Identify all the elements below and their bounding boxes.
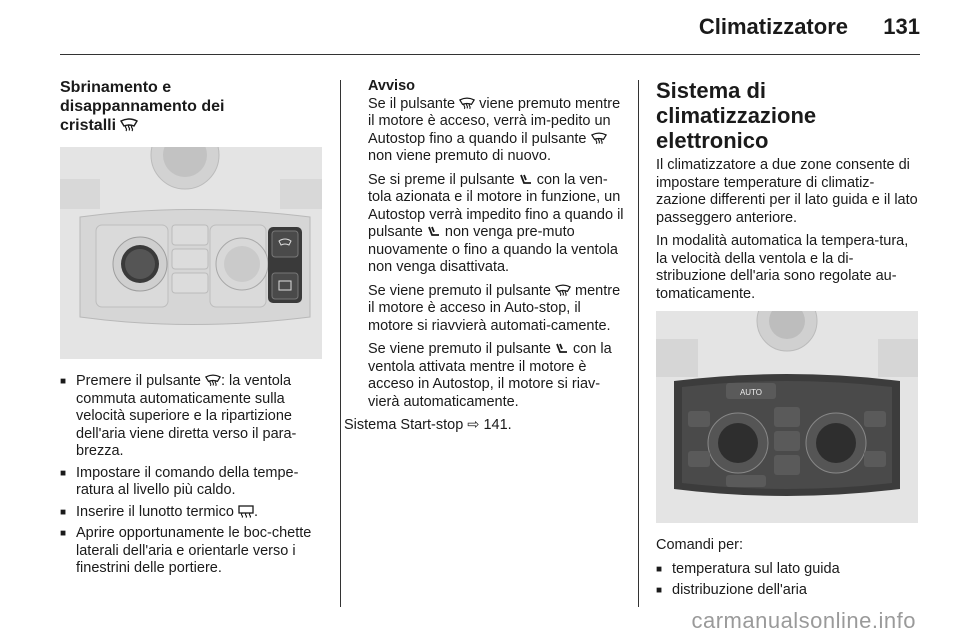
rear-window-heat-icon xyxy=(238,505,254,518)
column-defrost xyxy=(60,78,328,582)
text-run: Se il pulsante xyxy=(368,95,460,112)
fan-icon xyxy=(427,225,441,238)
list-item: ■ distribuzione dell'aria xyxy=(656,582,920,600)
note-title: Avviso xyxy=(368,78,416,94)
xref-arrow-icon: ⇨ xyxy=(467,417,480,433)
note-paragraph xyxy=(368,283,626,336)
text-run: non viene premuto di nuovo. xyxy=(368,148,551,164)
column-divider-2 xyxy=(638,80,639,607)
electronic-climate-panel-photo xyxy=(656,311,918,523)
text-run: Se si preme il pulsante xyxy=(368,171,519,188)
page-header-title: Climatizzatore xyxy=(698,14,848,39)
body-paragraph: In modalità automatica la tempera-tura, la velocità della ventola e la di-stribuzione dell'aria sono regolate au-tomaticamente. xyxy=(656,233,909,302)
text-run: Impostare il comando della tempe-ratura al livello più caldo. xyxy=(76,464,299,498)
heading-line: Sbrinamento e xyxy=(60,79,172,96)
defrost-steps-list xyxy=(60,373,328,578)
text-run: . xyxy=(253,503,259,520)
fan-icon xyxy=(555,342,569,355)
windscreen-defrost-icon xyxy=(591,132,607,145)
heading-line: elettronico xyxy=(656,128,769,153)
panel-auto-label: AUTO xyxy=(739,388,763,397)
windscreen-defrost-icon xyxy=(120,118,138,132)
watermark: carmanualsonline.info xyxy=(691,608,916,633)
cross-reference xyxy=(344,417,626,435)
note-paragraph xyxy=(368,96,626,166)
note-paragraph xyxy=(368,341,626,411)
text-run: Premere il pulsante xyxy=(76,373,205,389)
text-run: Aprire opportunamente le boc-chette laterali dell'aria e orientarle verso i finestrini delle portiere. xyxy=(76,525,312,576)
windscreen-defrost-icon xyxy=(205,374,221,387)
fan-icon xyxy=(519,173,533,186)
windscreen-defrost-icon xyxy=(555,284,571,297)
section-heading-defrost xyxy=(60,78,328,135)
section-heading-electronic-climate xyxy=(656,78,920,153)
heading-line: Sistema di climatizzazione xyxy=(656,78,817,128)
column-divider-1 xyxy=(340,80,341,607)
text-run: con la ven-tola azionata e il motore in funzione, un Autostop verrà impedito fino a quando il pulsante xyxy=(368,171,624,240)
column-electronic-climate xyxy=(656,78,920,604)
page-number: 131 xyxy=(883,14,920,39)
text-run: non venga pre-muto nuovamente o fino a quando la ventola non venga disattivata. xyxy=(368,224,618,275)
list-item xyxy=(60,373,328,461)
defrost-control-panel-photo xyxy=(60,147,322,359)
header-rule xyxy=(60,54,920,55)
body-paragraph: Il climatizzatore a due zone consente di impostare temperature di climatiz-zazione differenti per il lato guida e il lato passeggero anteriore. xyxy=(656,157,918,226)
text-run: viene premuto mentre il motore è acceso, verrà im-pedito un Autostop fino a quando il pulsante xyxy=(368,95,621,147)
heading-line: disappannamento dei xyxy=(60,98,225,115)
windscreen-defrost-icon xyxy=(459,97,475,110)
text-run: Sistema Start-stop xyxy=(344,417,468,433)
column-note xyxy=(344,78,626,441)
controls-label: Comandi per: xyxy=(656,537,744,553)
text-run: Se viene premuto il pulsante xyxy=(368,282,555,299)
list-item xyxy=(60,504,328,522)
text-run: Inserire il lunotto termico xyxy=(76,503,238,520)
text-run: con la ventola attivata mentre il motore è acceso in Autostop, il motore si riav-vierà automaticamente. xyxy=(368,341,612,410)
list-item xyxy=(60,465,328,500)
xref-page-link[interactable]: 141. xyxy=(483,417,512,433)
text-run: Se viene premuto il pulsante xyxy=(368,341,555,357)
heading-line: cristalli xyxy=(60,117,117,134)
controls-list xyxy=(656,561,920,600)
text-run: : la ventola commuta automaticamente sulla velocità superiore e la ripartizione dell'aria viene diretta verso il para-brezza. xyxy=(76,373,297,459)
note-paragraph xyxy=(368,172,626,277)
list-item: ■ temperatura sul lato guida xyxy=(656,561,920,579)
text-run: mentre il motore è acceso in Auto-stop, il motore si riavvierà automati-camente. xyxy=(368,282,621,334)
list-item xyxy=(60,525,328,578)
